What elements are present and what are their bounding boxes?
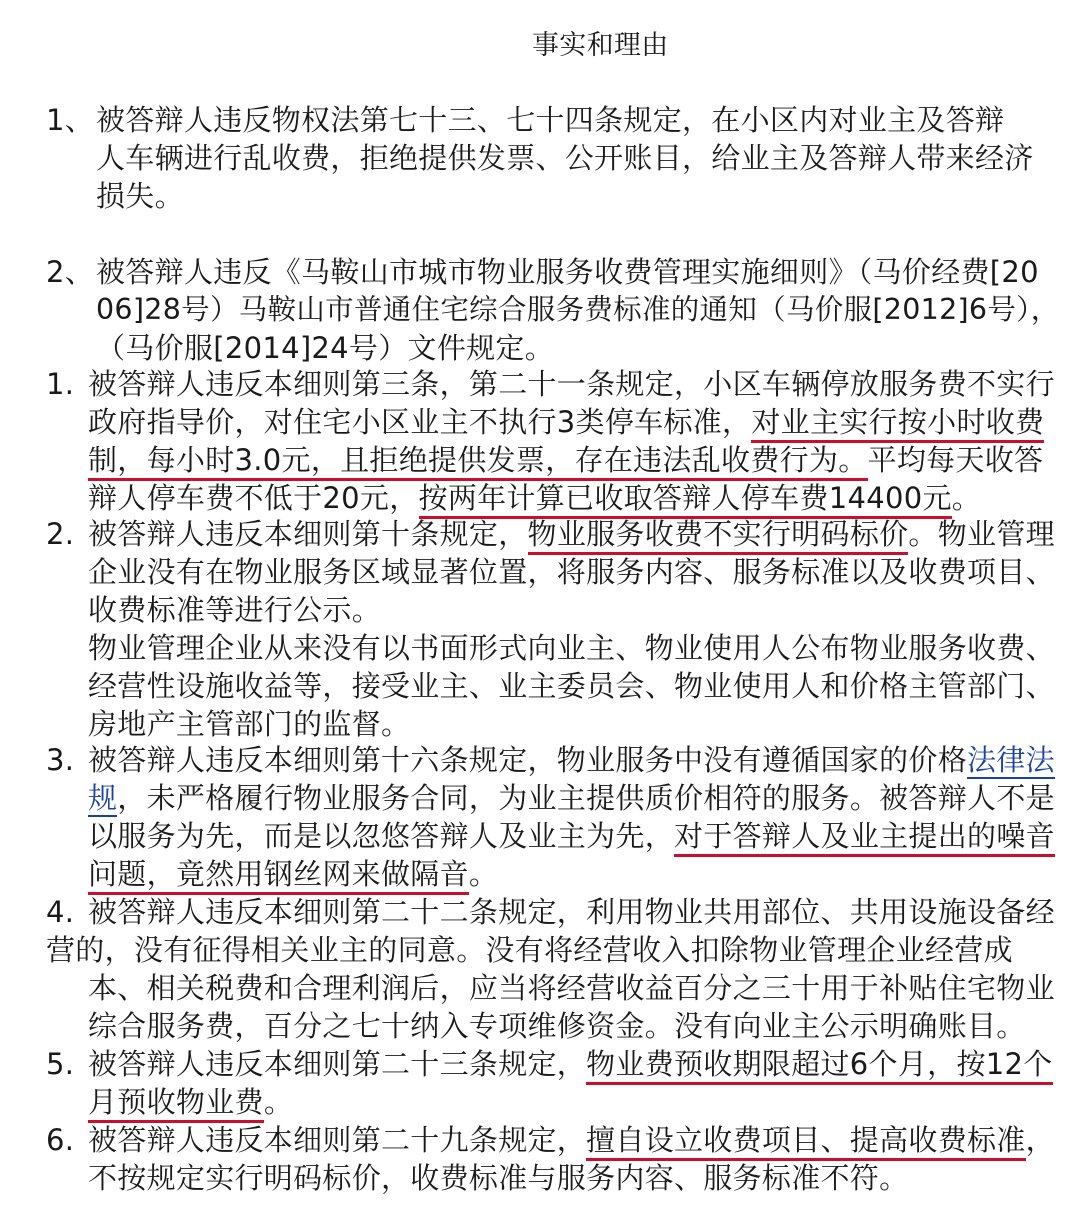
paragraph-2-line-1: 被答辩人违反《马鞍山市城市物业服务收费管理实施细则》（马价经费[20: [96, 255, 1039, 289]
item-6-line-2: 不按规定实行明码标价，收费标准与服务内容、服务标准不符。: [88, 1161, 909, 1195]
item-1-line-3: [88, 442, 1043, 478]
item-1-underlined-hourly-fee: 对业主实行按小时收费: [751, 405, 1044, 443]
item-3-line-4-end: 。: [468, 857, 499, 891]
page-title: 事实和理由: [532, 30, 669, 61]
item-1-line-2-text: 政府指导价，对住宅小区业主不执行3类停车标准，: [88, 405, 752, 439]
item-6-line-1: [88, 1122, 1055, 1158]
item-5-line-2-end: 。: [263, 1085, 294, 1119]
item-3-line-3-text: 以服务为先，而是以忽悠答辩人及业主为先，: [88, 819, 675, 853]
item-3-line-1: [88, 742, 1055, 778]
item-3-underlined-wire-mesh: 问题，竟然用钢丝网来做隔音: [88, 857, 469, 895]
paragraph-2-line-2: 06]28号）马鞍山市普通住宅综合服务费标准的通知（马价服[2012]6号），: [96, 293, 1060, 326]
item-1-line-1: 被答辩人违反本细则第三条，第二十一条规定，小区车辆停放服务费不实行: [88, 367, 1055, 401]
item-6-number: 6.: [46, 1123, 75, 1157]
item-5-number: 5.: [46, 1047, 75, 1081]
item-2-line-1-end: 。物业管理: [908, 517, 1055, 551]
item-3-law-link[interactable]: 法律法: [967, 743, 1055, 777]
item-3-line-1-text: 被答辩人违反本细则第十六条规定，物业服务中没有遵循国家的价格: [88, 743, 968, 777]
item-4-number: 4.: [46, 895, 75, 929]
item-1-line-3-text: 平均每天收答: [867, 443, 1044, 477]
paragraph-2-line-3: （马价服[2014]24号）文件规定。: [96, 331, 555, 365]
item-3-underlined-noise: 对于答辩人及业主提出的噪音: [674, 819, 1055, 857]
item-3-line-3: [88, 818, 1055, 854]
item-5-line-1: [88, 1046, 1053, 1082]
item-4-line-1: 被答辩人违反本细则第二十二条规定，利用物业共用部位、共用设施设备经: [88, 895, 1055, 929]
item-1-line-2: [88, 404, 1044, 440]
item-5-underlined-prepay-period: 物业费预收期限超过6个月，按12个: [586, 1047, 1052, 1085]
item-6-line-1-end: ，: [1025, 1123, 1055, 1157]
item-3-line-2-text: ，未严格履行物业服务合同，为业主提供质价相符的服务。被答辩人不是: [117, 781, 1055, 815]
item-1-line-4-end: 。: [951, 481, 982, 515]
item-1-underlined-illegal-charge: 制，每小时3.0元，且拒绝提供发票，存在违法乱收费行为。: [88, 443, 868, 481]
item-5-line-1-text: 被答辩人违反本细则第二十三条规定，: [88, 1047, 587, 1081]
item-5-underlined-prepay-fee: 月预收物业费: [88, 1085, 264, 1123]
item-3-number: 3.: [46, 743, 75, 777]
item-3-line-2: [88, 780, 1055, 816]
item-2-line-6: 房地产主管部门的监督。: [88, 707, 411, 741]
item-2-line-1-text: 被答辩人违反本细则第十条规定，: [88, 517, 528, 551]
paragraph-1-line-3: 损失。: [96, 179, 184, 213]
item-1-number: 1.: [46, 367, 75, 401]
item-4-line-2: 营的，没有征得相关业主的同意。没有将经营收入扣除物业管理企业经营成: [46, 933, 1013, 967]
item-1-underlined-total-fee: 按两年计算已收取答辩人停车费14400元: [419, 481, 952, 519]
item-1-line-4-text: 辩人停车费不低于20元，: [88, 481, 419, 515]
item-2-underlined-no-price-tag: 物业服务收费不实行明码标价: [528, 517, 909, 555]
item-3-law-link-end[interactable]: 规: [88, 781, 118, 815]
item-3-line-4: [88, 856, 498, 892]
item-2-line-1: [88, 516, 1055, 552]
item-6-line-1-text: 被答辩人违反本细则第二十九条规定，: [88, 1123, 587, 1157]
item-2-line-4: 物业管理企业从来没有以书面形式向业主、物业使用人公布物业服务收费、: [88, 631, 1055, 665]
paragraph-1-line-2: 人车辆进行乱收费，拒绝提供发票、公开账目，给业主及答辩人带来经济: [96, 141, 1034, 175]
item-5-line-2: [88, 1084, 293, 1120]
item-6-underlined-unauthorized-fees: 擅自设立收费项目、提高收费标准: [586, 1123, 1026, 1161]
item-1-line-4: [88, 480, 981, 516]
item-2-line-2: 企业没有在物业服务区域显著位置，将服务内容、服务标准以及收费项目、: [88, 555, 1055, 589]
item-4-line-3: 本、相关税费和合理利润后，应当将经营收益百分之三十用于补贴住宅物业: [88, 971, 1055, 1005]
paragraph-1-number: 1、: [46, 103, 95, 137]
item-2-line-3: 收费标准等进行公示。: [88, 593, 382, 627]
paragraph-1-line-1: 被答辩人违反物权法第七十三、七十四条规定，在小区内对业主及答辩: [96, 103, 1005, 137]
item-2-line-5: 经营性设施收益等，接受业主、业主委员会、物业使用人和价格主管部门、: [88, 669, 1055, 703]
item-2-number: 2.: [46, 517, 75, 551]
item-4-line-4: 综合服务费，百分之七十纳入专项维修资金。没有向业主公示明确账目。: [88, 1009, 1026, 1043]
paragraph-2-number: 2、: [46, 255, 95, 289]
